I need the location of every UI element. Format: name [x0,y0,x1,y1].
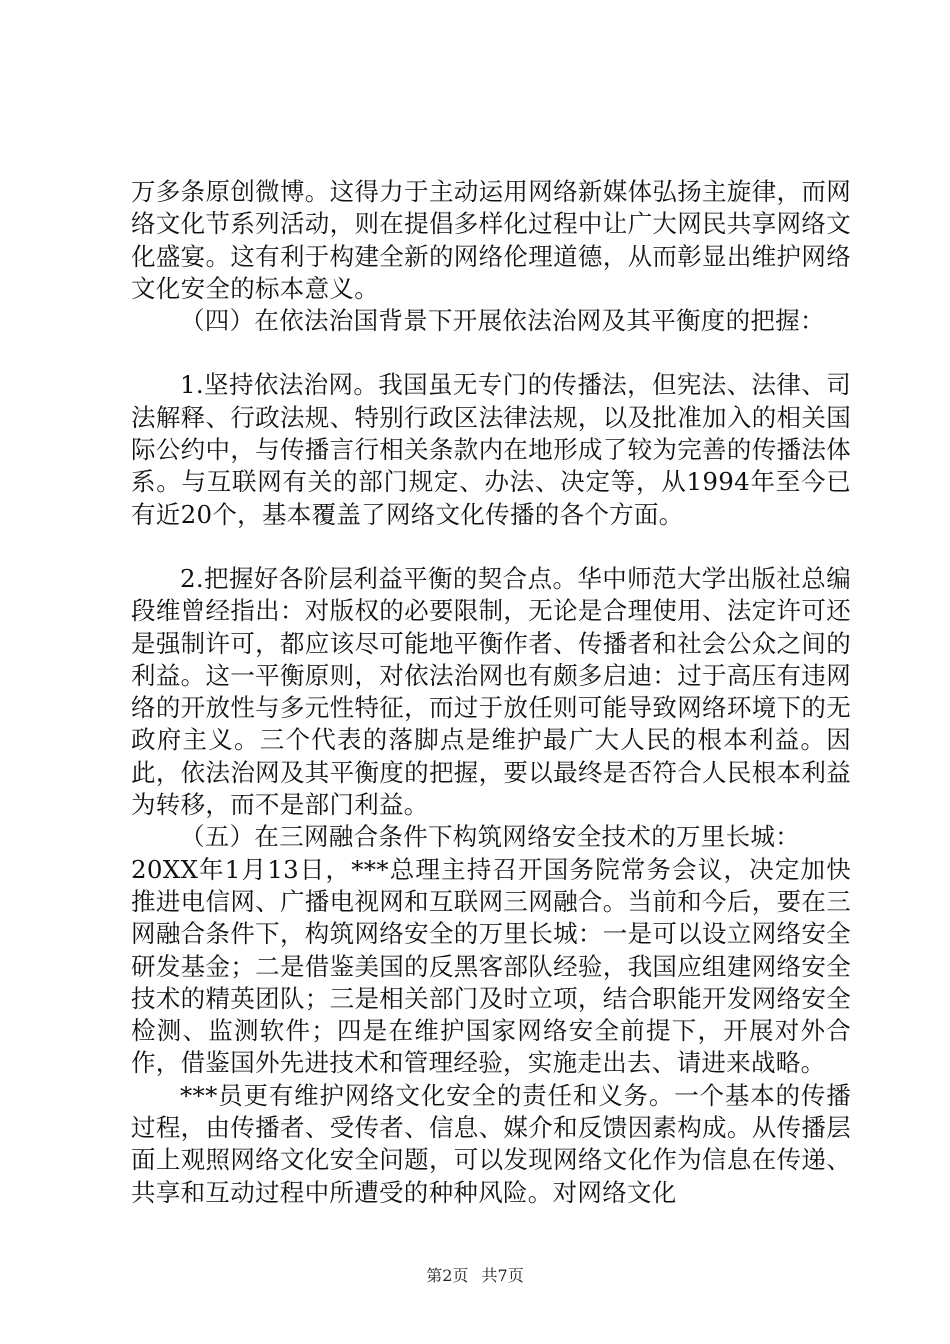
paragraph-rule-of-law: 1.坚持依法治网。我国虽无专门的传播法，但宪法、法律、司法解释、行政法规、特别行政区法律法规，以及批准加入的相关国际公约中，与传播言行相关条款内在地形成了较为完善的传播法体系。与互联网有关的部门规定、办法、决定等，从1994年至今已有近20个，基本覆盖了网络文化传播的各个方面。 [131,370,851,529]
page-total: 共7页 [481,1266,524,1285]
section-heading-four: （四）在依法治国背景下开展依法治网及其平衡度的把握： [180,306,825,336]
paragraph-continuation: 万多条原创微博。这得力于主动运用网络新媒体弘扬主旋律，而网络文化节系列活动，则在提倡多样化过程中让广大网民共享网络文化盛宴。这有利于构建全新的网络伦理道德，从而彰显出维护网络文化安全的标本意义。 [131,177,851,303]
page-footer [0,1266,950,1286]
page-number: 第2页 [426,1266,469,1285]
section-heading-five: （五）在三网融合条件下构筑网络安全技术的万里长城： [180,822,800,852]
paragraph-three-network: 20XX年1月13日，***总理主持召开国务院常务会议，决定加快推进电信网、广播电视网和互联网三网融合。当前和今后，要在三网融合条件下，构筑网络安全的万里长城：一是可以设立网络安全研发基金；二是借鉴美国的反黑客部队经验，我国应组建网络安全技术的精英团队；三是相关部门及时立项，结合职能开发网络安全检测、监测软件；四是在维护国家网络安全前提下，开展对外合作，借鉴国外先进技术和管理经验，实施走出去、请进来战略。 [131,854,851,1078]
paragraph-interest-balance: 2.把握好各阶层利益平衡的契合点。华中师范大学出版社总编段维曾经指出：对版权的必要限制，无论是合理使用、法定许可还是强制许可，都应该尽可能地平衡作者、传播者和社会公众之间的利益。这一平衡原则，对依法治网也有颇多启迪：过于高压有违网络的开放性与多元性特征，而过于放任则可能导致网络环境下的无政府主义。三个代表的落脚点是维护最广大人民的根本利益。因此，依法治网及其平衡度的把握，要以最终是否符合人民根本利益为转移，而不是部门利益。 [131,563,851,820]
document-body [131,176,851,1209]
paragraph-responsibility: ***员更有维护网络文化安全的责任和义务。一个基本的传播过程，由传播者、受传者、信息、媒介和反馈因素构成。从传播层面上观照网络文化安全问题，可以发现网络文化作为信息在传递、共享和互动过程中所遭受的种种风险。对网络文化 [131,1080,851,1207]
